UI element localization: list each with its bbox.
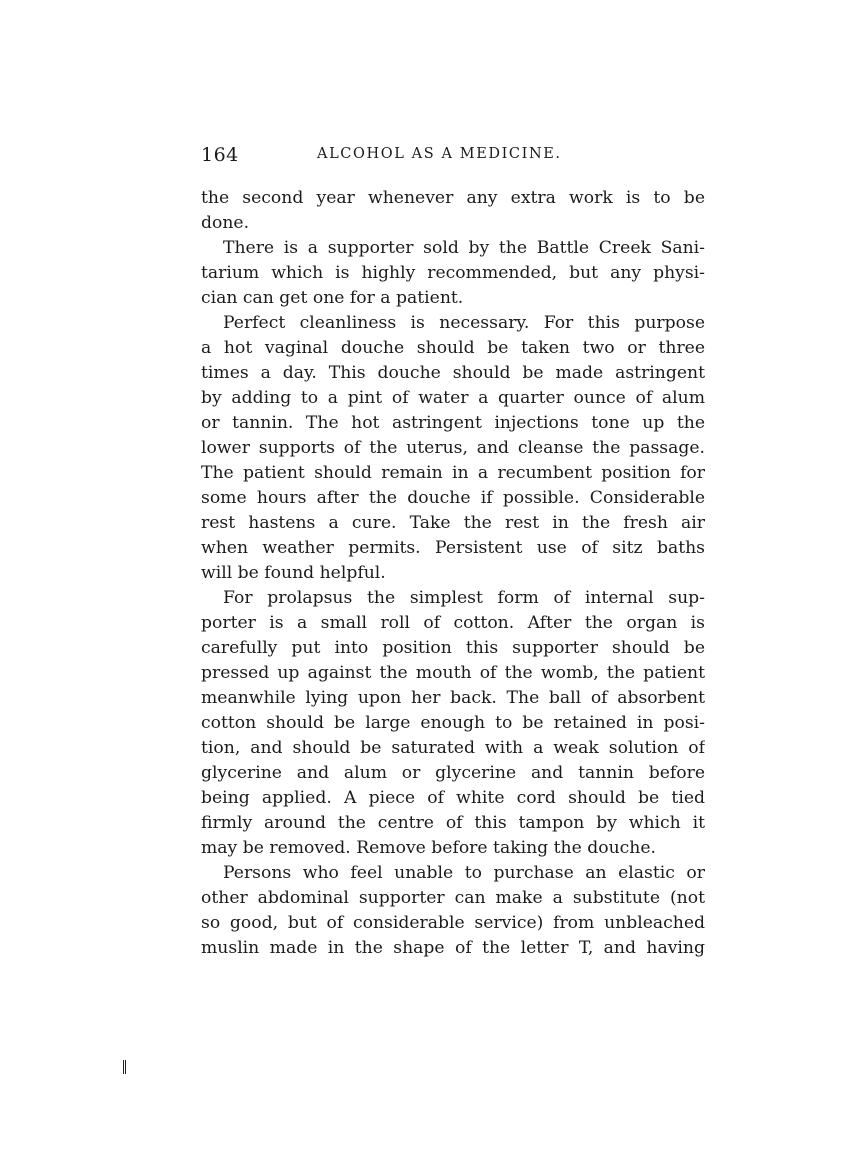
body-text [201, 186, 705, 961]
text-line: by adding to a pint of water a quarter ounce of alum [201, 388, 705, 408]
text-line: rest hastens a cure. Take the rest in the fresh air [201, 513, 705, 533]
text-line: being applied. A piece of white cord should be tied [201, 788, 705, 808]
text-line: carefully put into position this supporter should be [201, 638, 705, 658]
text-line: For prolapsus the simplest form of internal sup- [223, 588, 705, 608]
text-line: cotton should be large enough to be retained in posi- [201, 713, 705, 733]
text-line: cian can get one for a patient. [201, 288, 464, 308]
text-line: may be removed. Remove before taking the douche. [201, 838, 656, 858]
text-line: muslin made in the shape of the letter T, and having [201, 938, 705, 958]
text-line: will be found helpful. [201, 563, 386, 583]
text-line: so good, but of considerable service) from unbleached [201, 913, 705, 933]
text-line: times a day. This douche should be made astringent [201, 363, 705, 383]
text-line: a hot vaginal douche should be taken two or three [201, 338, 705, 358]
text-line: meanwhile lying upon her back. The ball of absorbent [201, 688, 705, 708]
text-line: the second year whenever any extra work is to be [201, 188, 705, 208]
text-line: lower supports of the uterus, and cleanse the passage. [201, 438, 705, 458]
text-line: when weather permits. Persistent use of sitz baths [201, 538, 705, 558]
text-line: Persons who feel unable to purchase an elastic or [223, 863, 705, 883]
text-line: some hours after the douche if possible. Considerable [201, 488, 705, 508]
text-line: other abdominal supporter can make a substitute (not [201, 888, 705, 908]
page-number: 164 [201, 144, 239, 166]
text-line: glycerine and alum or glycerine and tannin before [201, 763, 705, 783]
text-line: or tannin. The hot astringent injections tone up the [201, 413, 705, 433]
running-title: ALCOHOL AS A MEDICINE. [317, 146, 562, 162]
text-line: There is a supporter sold by the Battle Creek Sani- [223, 238, 705, 258]
scan-artifact-mark [123, 1060, 127, 1074]
text-line: The patient should remain in a recumbent position for [201, 463, 705, 483]
page-header [201, 144, 705, 170]
text-line: firmly around the centre of this tampon by which it [201, 813, 705, 833]
text-line: pressed up against the mouth of the womb, the patient [201, 663, 705, 683]
text-line: Perfect cleanliness is necessary. For this purpose [223, 313, 705, 333]
text-line: tion, and should be saturated with a weak solution of [201, 738, 705, 758]
text-line: porter is a small roll of cotton. After the organ is [201, 613, 705, 633]
text-line: done. [201, 213, 250, 233]
text-line: tarium which is highly recommended, but any physi- [201, 263, 705, 283]
